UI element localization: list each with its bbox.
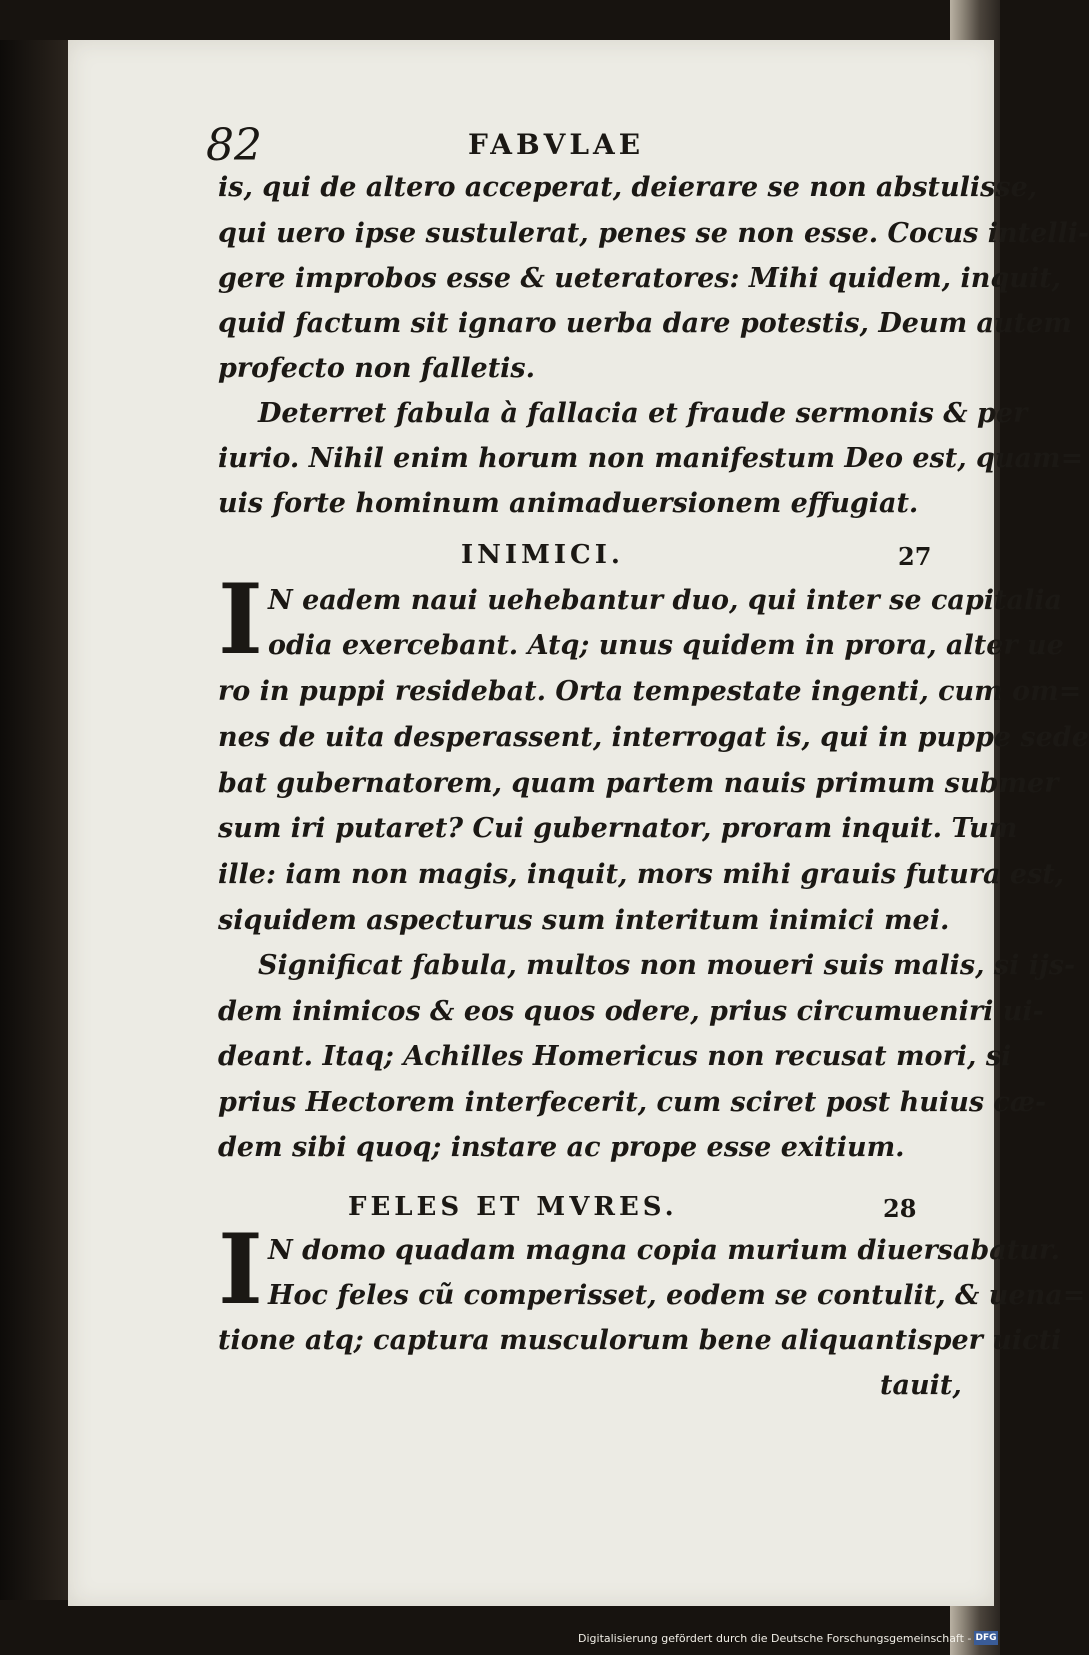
text-line: qui uero ipse sustulerat, penes se non esse. Cocus intelli- [218,218,1089,249]
fable-title: FELES ET MVRES. [348,1192,678,1222]
text-line: quid factum sit ignaro uerba dare potestis, Deum autem [218,308,1072,339]
text-line: sum iri putaret? Cui gubernator, proram inquit. Tum [218,813,1018,844]
fable-number: 27 [898,542,932,571]
text-line: N domo quadam magna copia murium diuersabatur. [268,1235,1061,1266]
text-line: ille: iam non magis, inquit, mors mihi grauis futura est, [218,859,1065,890]
book-left-edge [0,40,75,1600]
moral-line: dem inimicos & eos quos odere, prius circumueniri ui- [218,996,1044,1027]
text-line: N eadem naui uehebantur duo, qui inter se capitalia [268,585,1063,616]
fable-title: INIMICI. [461,540,624,570]
moral-line: deant. Itaq; Achilles Homericus non recusat mori, si [218,1041,1012,1072]
drop-cap: I [218,1213,263,1326]
digitization-credit: Digitalisierung gefördert durch die Deutsche Forschungsgemeinschaft - [578,1632,972,1645]
text-line: gere improbos esse & ueteratores: Mihi quidem, inquit, [218,263,1061,294]
text-line: tione atq; captura musculorum bene aliquantisper uicti [218,1325,1062,1356]
moral-line: Significat fabula, multos non moueri suis malis, si ijs- [258,950,1076,981]
text-line: siquidem aspecturus sum interitum inimici mei. [218,905,950,936]
catchword: tauit, [880,1370,962,1401]
text-line: ro in puppi residebat. Orta tempestate ingenti, cum om= [218,676,1082,707]
page-number: 82 [206,120,262,171]
text-line: nes de uita desperassent, interrogat is, qui in puppe sede [218,722,1089,753]
moral-line: iurio. Nihil enim horum non manifestum Deo est, quam= [218,443,1084,474]
text-line: is, qui de altero acceperat, deierare se non abstulisse, [218,172,1038,203]
text-line: odia exercebant. Atq; unus quidem in prora, alter ue [268,630,1064,661]
drop-cap: I [218,563,263,676]
text-line: bat gubernatorem, quam partem nauis primum submer [218,768,1059,799]
text-line: profecto non falletis. [218,353,536,384]
moral-line: Deterret fabula à fallacia et fraude sermonis & per [258,398,1028,429]
moral-line: dem sibi quoq; instare ac prope esse exitium. [218,1132,905,1163]
text-line: Hoc feles cũ comperisset, eodem se contulit, & uena= [268,1280,1086,1311]
running-head: FABVLAE [468,128,645,161]
book-page [68,40,1089,1606]
dfg-logo: DFG [975,1633,997,1643]
page-header [206,120,938,180]
moral-line: prius Hectorem interfecerit, cum sciret post huius cæ- [218,1087,1047,1118]
fable-number: 28 [883,1194,917,1223]
moral-line: uis forte hominum animaduersionem effugiat. [218,488,919,519]
